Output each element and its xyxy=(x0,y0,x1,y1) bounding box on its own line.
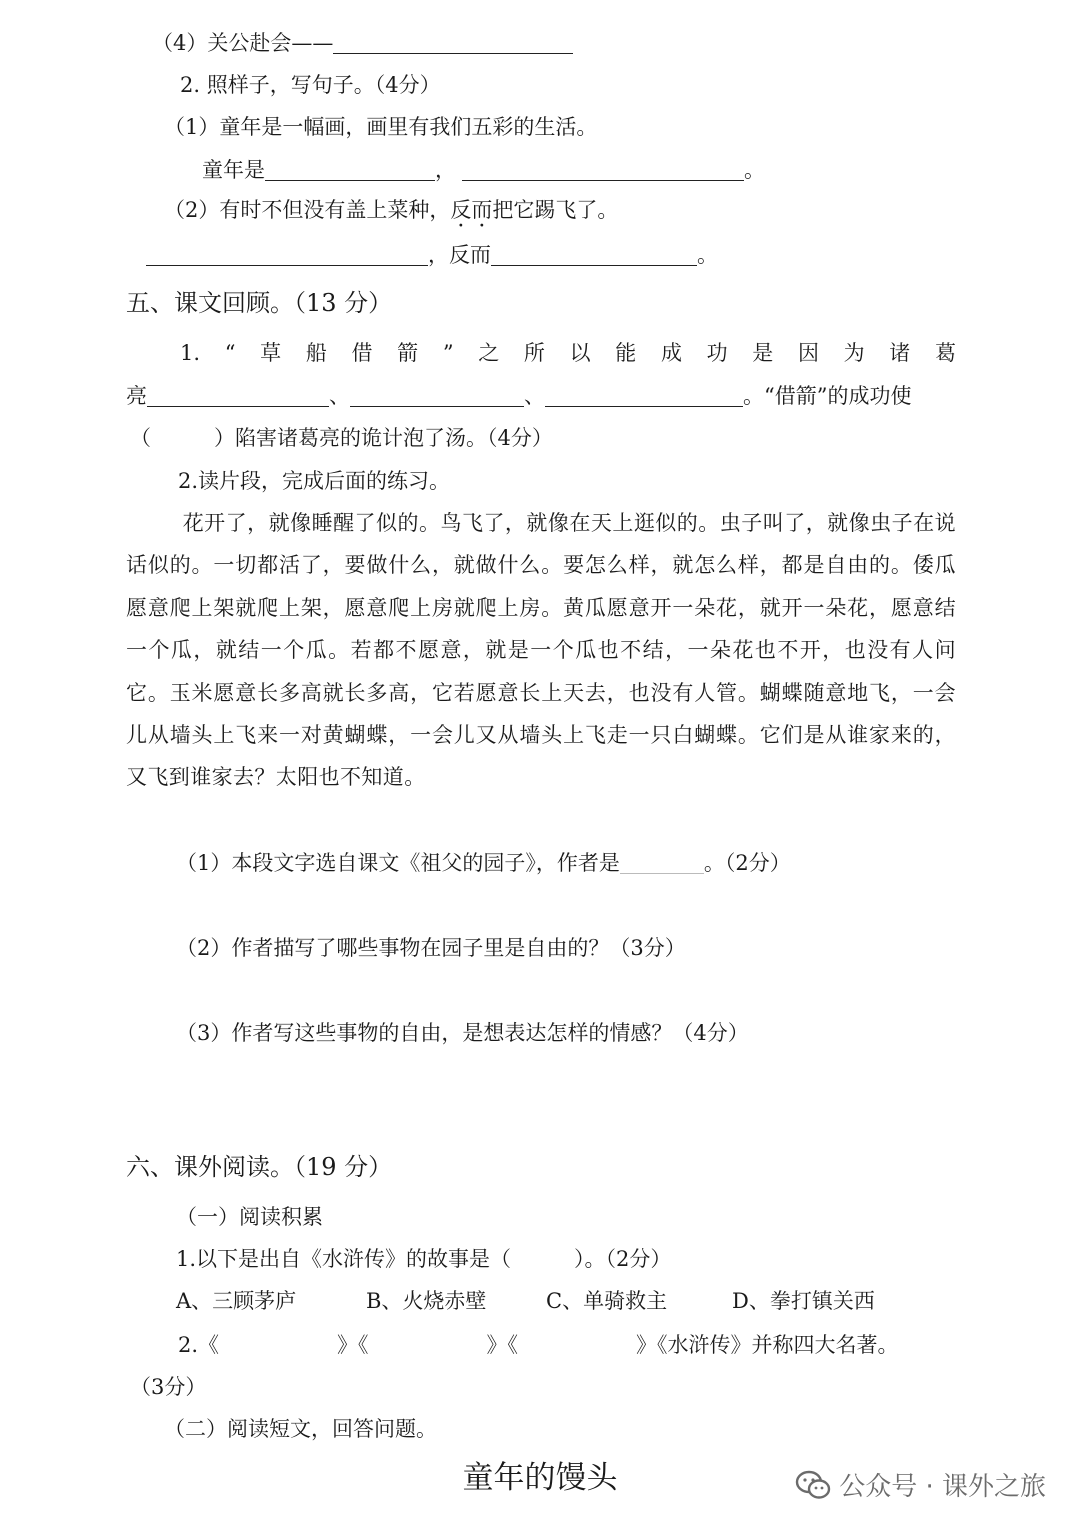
q1-char: 船 xyxy=(305,341,327,365)
s5-q1-line1 xyxy=(180,338,956,368)
ex2-end: 。 xyxy=(697,243,718,267)
answer-blank[interactable] xyxy=(462,158,744,181)
s5-sub-question-2: （2）作者描写了哪些事物在园子里是自由的？（3分） xyxy=(176,936,686,960)
sub1-score: 。（2分） xyxy=(703,851,791,875)
q1-char: 葛 xyxy=(934,341,956,365)
sub1-text: （1）本段文字选自课文《祖父的园子》，作者是 xyxy=(176,851,620,875)
answer-blank[interactable] xyxy=(265,158,435,181)
q1-char: “ xyxy=(224,341,236,365)
q1-char: 功 xyxy=(706,341,728,365)
q1-char: 草 xyxy=(260,341,282,365)
example-sentence-2 xyxy=(164,195,618,225)
q1-char: 借 xyxy=(351,341,373,365)
option-d[interactable]: D、拳打镇关西 xyxy=(732,1289,875,1313)
ex2-dotted-char: 反 xyxy=(450,198,472,222)
option-c[interactable]: C、单骑救主 xyxy=(546,1289,668,1313)
s6-q2-score: （3分） xyxy=(130,1375,207,1399)
watermark xyxy=(795,1466,1046,1503)
ex2-dotted-char: 而 xyxy=(471,198,493,222)
q4-2-title: 2. 照样子，写句子。（4分） xyxy=(180,73,441,97)
s5-q1-line2 xyxy=(126,381,911,411)
q1-char: 诸 xyxy=(889,341,911,365)
example-2-fill xyxy=(146,240,718,270)
ex1-end: 。 xyxy=(744,158,765,182)
q1-char: 因 xyxy=(797,341,819,365)
q1-end: 。“借箭”的成功使 xyxy=(743,384,912,408)
q2-sep: 》《 xyxy=(486,1333,519,1357)
section-6-heading: 六、课外阅读。（19 分） xyxy=(126,1153,393,1181)
s6-q1: 1.以下是出自《水浒传》的故事是（ ）。（2分） xyxy=(176,1247,672,1271)
q1-liang: 亮 xyxy=(126,384,147,408)
s6-part-1: （一）阅读积累 xyxy=(176,1205,323,1229)
q1-char: 之 xyxy=(478,341,500,365)
ex1-comma: ， xyxy=(435,158,456,182)
q1-char: 箭 xyxy=(397,341,419,365)
q1-char: 为 xyxy=(843,341,865,365)
q1-char: 成 xyxy=(660,341,682,365)
reading-passage: 花开了，就像睡醒了似的。鸟飞了，就像在天上逛似的。虫子叫了，就像虫子在说话似的。一切都活了，要做什么，就做什么。要怎么样，就怎么样，都是自由的。倭瓜愿意爬上架就爬上架，愿意爬上房就爬上房。黄瓜愿意开一朵花，就开一朵花，愿意结一个瓜，就结一个瓜。若都不愿意，就是一个瓜也不结，一朵花也不开，也没有人问它。玉米愿意长多高就长多高，它若愿意长上天去，也没有人管。蝴蝶随意地飞，一会儿从墙头上飞来一对黄蝴蝶，一会儿又从墙头上飞走一只白蝴蝶。它们是从谁家来的，又飞到谁家去？太阳也不知道。 xyxy=(126,511,956,790)
ex1-prefix: 童年是 xyxy=(202,158,265,182)
section-5-heading: 五、课文回顾。（13 分） xyxy=(126,289,393,317)
story-title: 童年的馒头 xyxy=(462,1460,618,1496)
answer-blank[interactable] xyxy=(146,243,428,266)
q1-char: 是 xyxy=(752,341,774,365)
q2-sep: 》《 xyxy=(337,1333,369,1357)
answer-blank[interactable] xyxy=(491,243,697,266)
s5-q2-title: 2.读片段，完成后面的练习。 xyxy=(178,469,451,493)
option-b[interactable]: B、火烧赤壁 xyxy=(366,1289,487,1313)
item4-text: （4）关公赴会—— xyxy=(152,31,334,55)
answer-blank[interactable] xyxy=(620,851,704,874)
wechat-icon xyxy=(795,1470,831,1500)
option-a[interactable]: A、三顾茅庐 xyxy=(176,1289,297,1313)
example-1-fill xyxy=(202,155,765,185)
answer-blank[interactable] xyxy=(350,384,524,407)
q1-char: 以 xyxy=(569,341,591,365)
s5-sub-question-1 xyxy=(176,848,791,878)
s5-sub-question-3: （3）作者写这些事物的自由，是想表达怎样的情感？（4分） xyxy=(176,1021,749,1045)
q1-char: 能 xyxy=(615,341,637,365)
answer-blank[interactable] xyxy=(545,384,743,407)
example-sentence-1: （1）童年是一幅画，画里有我们五彩的生活。 xyxy=(164,115,598,139)
q1-char: ” xyxy=(442,341,454,365)
question-item-4 xyxy=(152,28,573,58)
s6-q2 xyxy=(178,1330,899,1360)
s6-part-2: （二）阅读短文，回答问题。 xyxy=(164,1417,437,1441)
ex2-mid: ，反而 xyxy=(428,243,491,267)
answer-blank[interactable] xyxy=(147,384,329,407)
q1-char: 所 xyxy=(523,341,545,365)
ex2-part-d: 把它踢飞了。 xyxy=(492,198,619,222)
s5-q1-line3: （ ）陷害诸葛亮的诡计泡了汤。（4分） xyxy=(130,426,553,450)
ex2-part-a: （2）有时不但没有盖上菜种， xyxy=(164,198,451,222)
answer-blank[interactable] xyxy=(333,31,573,54)
q1-char: 1. xyxy=(180,341,201,365)
q1-sep: 、 xyxy=(329,384,350,408)
q1-sep: 、 xyxy=(524,384,545,408)
s6-q1-options xyxy=(176,1286,875,1316)
watermark-text: 公众号 · 课外之旅 xyxy=(839,1472,1046,1502)
q2-end: 》《水浒传》并称四大名著。 xyxy=(636,1333,899,1357)
q2-open: 2.《 xyxy=(178,1333,220,1357)
